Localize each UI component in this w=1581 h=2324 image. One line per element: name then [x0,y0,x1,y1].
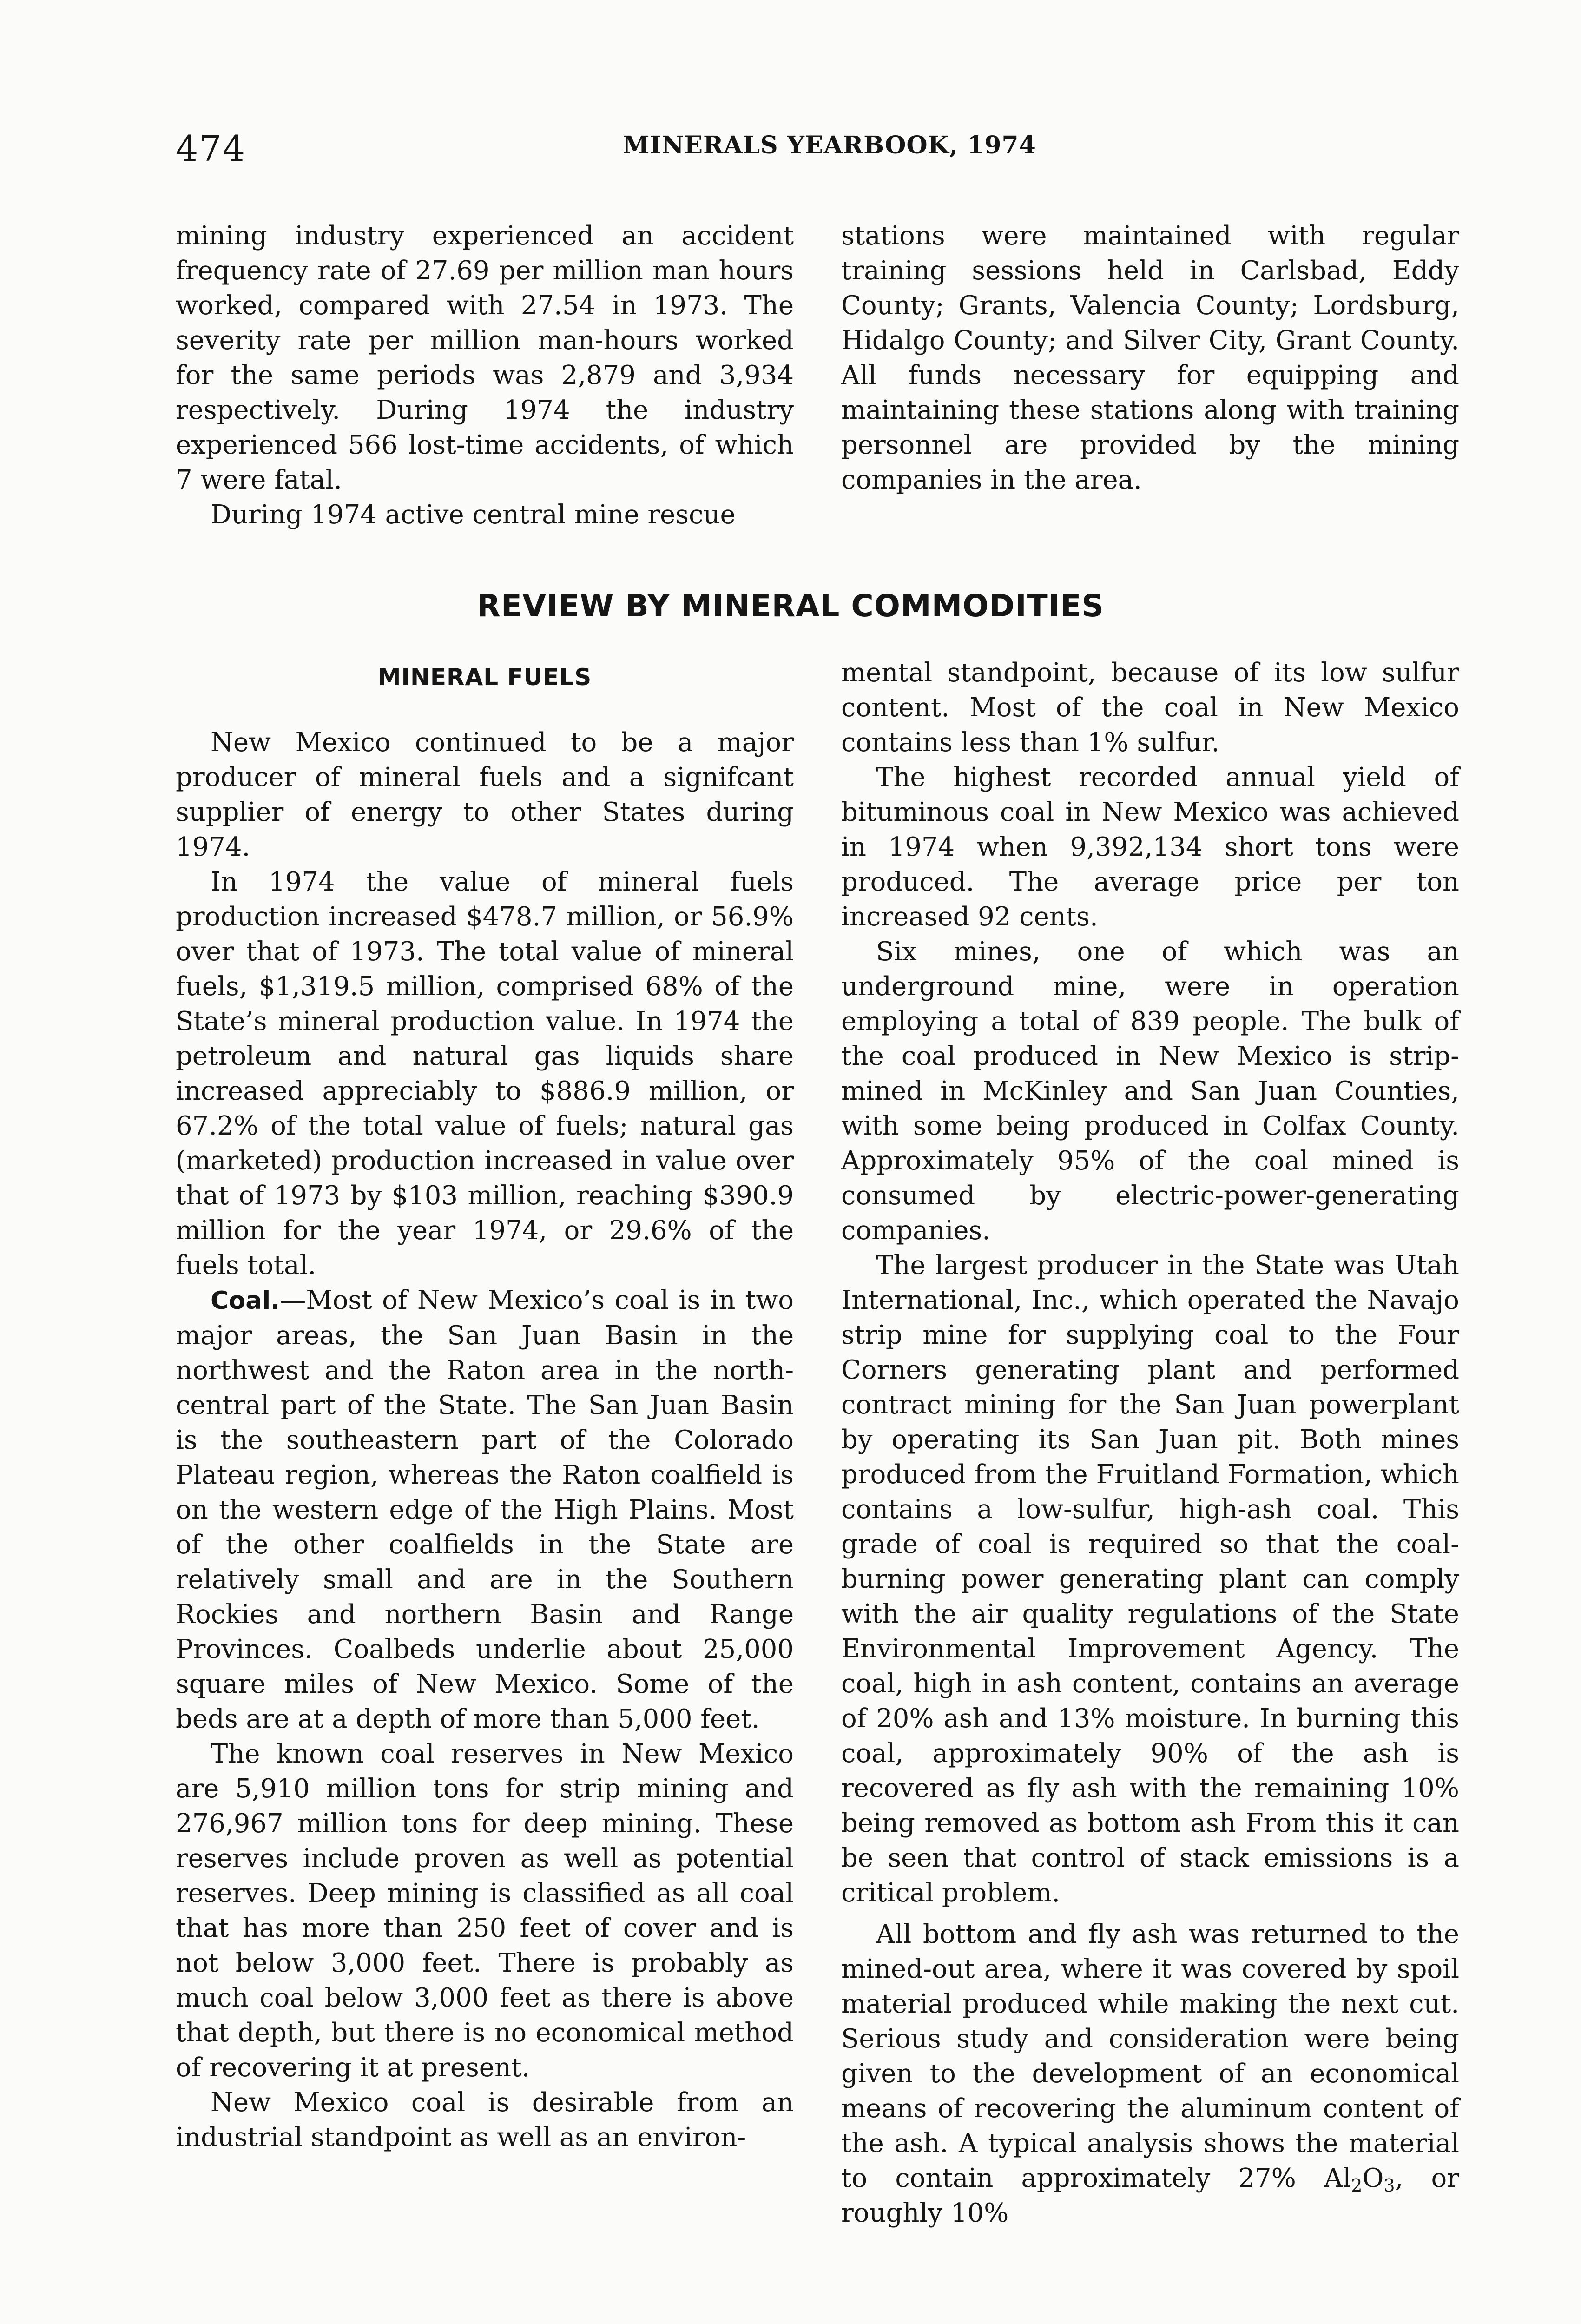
paragraph: During 1974 active central mine rescue [211,500,736,530]
paragraph: The known coal reserves in New Mexico are 5,910 million tons for strip mining and 276,967 million tons for deep mining. These reserves include proven as well as potential reserves. Deep mining is classified as all coal that has more than 250 feet of cover and is not below 3,000 feet. There is probably as much coal below 3,000 feet as there is above that depth, but there is no economical method of recovering it at present. [176,1739,794,2083]
paragraph: In 1974 the value of mineral fuels production increased $478.7 million, or 56.9% over that of 1973. The total value of mineral fuels, $1,319.5 million, comprised 68% of the State’s mineral production value. In 1974 the petroleum and natural gas liquids share increased appreciably to $886.9 million, or 67.2% of the total value of fuels; natural gas (marketed) production increased in value over that of 1973 by $103 million, reaching $390.9 million for the year 1974, or 29.6% of the fuels total. [176,867,794,1281]
paragraph: stations were maintained with regular training sessions held in Carlsbad, Eddy County; Grants, Valencia County; Lordsburg, Hidalgo County; and Silver City, Grant County. All funds necessary for equipping and maintaining these stations along with training personnel are provided by the mining companies in the area. [841,221,1459,495]
paragraph: mining industry experienced an accident frequency rate of 27.69 per million man hours worked, compared with 27.54 in 1973. The severity rate per million man-hours worked for the same periods was 2,879 and 3,934 respectively. During 1974 the industry experienced 566 lost-time accidents, of which 7 were fatal. [176,221,794,495]
paragraph: New Mexico coal is desirable from an industrial standpoint as well as an environ- [176,2087,794,2152]
main-left-column [176,725,794,2155]
paragraph: New Mexico continued to be a major producer of mineral fuels and a signifcant supplier of energy to other States during 1974. [176,727,794,862]
paragraph: Six mines, one of which was an underground mine, were in operation employing a total of 839 people. The bulk of the coal produced in New Mexico is strip-mined in McKinley and San Juan Counties, with some being produced in Colfax County. Approximately 95% of the coal mined is consumed by electric-power-generating companies. [841,937,1459,1246]
subscript-2: 2 [1351,2175,1363,2196]
main-right-column [841,655,1459,2231]
ash-paragraph-tail: , or roughly 10% [841,2163,1459,2228]
subscript-3: 3 [1383,2175,1395,2196]
top-left-column [176,218,794,532]
section-subtitle: MINERAL FUELS [377,664,592,691]
running-head: MINERALS YEARBOOK, 1974 [623,131,1036,159]
oxygen-symbol: O [1362,2163,1384,2193]
coal-paragraph-text: —Most of New Mexico’s coal is in two major areas, the San Juan Basin in the northwest and the Raton area in the north-central part of the State. The San Juan Basin is the southeastern part of the Colorado Plateau region, whereas the Raton coalfield is on the western edge of the High Plains. Most of the other coalfields in the State are relatively small and are in the Southern Rockies and northern Basin and Range Provinces. Coalbeds underlie about 25,000 square miles of New Mexico. Some of the beds are at a depth of more than 5,000 feet. [176,1285,794,1734]
ash-paragraph [841,1917,1459,2231]
paragraph: mental standpoint, because of its low sulfur content. Most of the coal in New Mexico contains less than 1% sulfur. [841,658,1459,758]
ash-paragraph-text: All bottom and fly ash was returned to the mined-out area, where it was covered by spoil material produced while making the next cut. Serious study and consideration were being given to the development of an economical means of recovering the aluminum content of the ash. A typical analysis shows the material to contain approximately 27% Al [841,1919,1459,2193]
coal-run-in-heading: Coal. [211,1287,280,1315]
paragraph: The largest producer in the State was Utah International, Inc., which operated the Navajo strip mine for supplying coal to the Four Corners generating plant and performed contract mining for the San Juan powerplant by operating its San Juan pit. Both mines produced from the Fruitland Formation, which contains a low-sulfur, high-ash coal. This grade of coal is required so that the coal-burning power generating plant can comply with the air quality regulations of the State Environmental Improvement Agency. The coal, high in ash content, contains an average of 20% ash and 13% moisture. In burning this coal, approximately 90% of the ash is recovered as fly ash with the remaining 10% being removed as bottom ash From this it can be seen that control of stack emissions is a critical problem. [841,1250,1459,1908]
top-right-column [841,218,1459,497]
page-number: 474 [176,128,246,169]
paragraph: The highest recorded annual yield of bituminous coal in New Mexico was achieved in 1974 when 9,392,134 short tons were produced. The average price per ton increased 92 cents. [841,762,1459,932]
section-title: REVIEW BY MINERAL COMMODITIES [477,588,1104,624]
coal-paragraph [176,1283,794,1736]
